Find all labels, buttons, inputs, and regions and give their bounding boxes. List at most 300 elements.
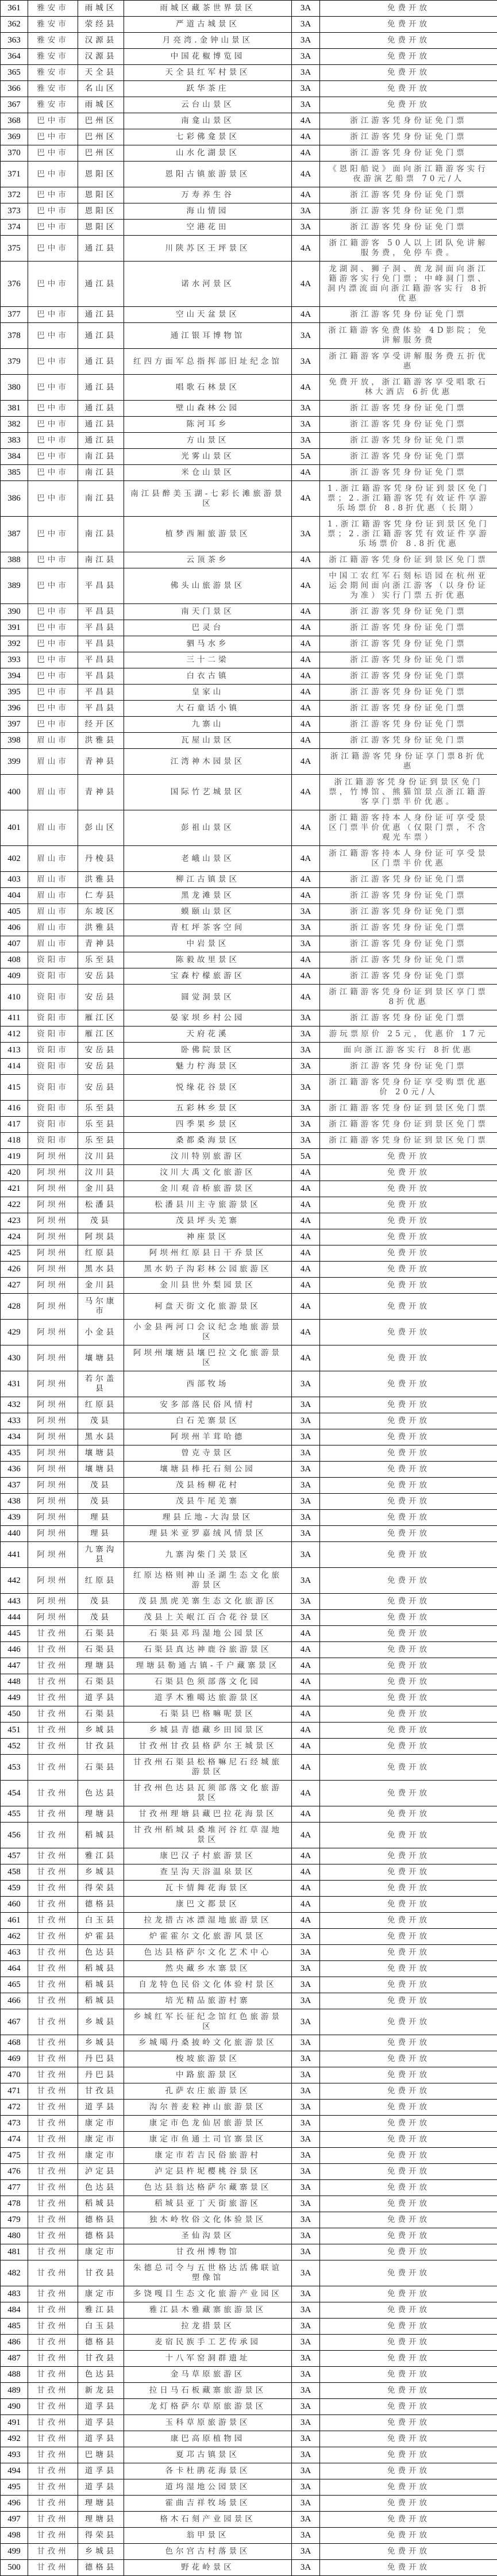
- visitor-policy: 免费开放: [320, 1542, 497, 1568]
- rating-level: 3A: [292, 2528, 320, 2544]
- table-row: [1, 1755, 497, 1781]
- county-cell: 经开区: [78, 717, 124, 733]
- visitor-policy: 免费开放: [320, 2009, 497, 2035]
- row-number: 499: [1, 2544, 28, 2560]
- city-cell: 甘孜州: [28, 1977, 78, 1993]
- county-cell: 洪雅县: [78, 733, 124, 749]
- row-number: 416: [1, 1101, 28, 1117]
- scenic-area-name: 乡城红军长征纪念馆红色旅游景区: [124, 2009, 292, 2035]
- rating-level: 4A: [292, 685, 320, 701]
- city-cell: 甘孜州: [28, 1674, 78, 1690]
- city-cell: 甘孜州: [28, 2196, 78, 2212]
- scenic-area-name: 雨城区藏茶世界景区: [124, 1, 292, 17]
- row-number: 492: [1, 2431, 28, 2447]
- county-cell: 石渠县: [78, 1642, 124, 1658]
- rating-level: 3A: [292, 2067, 320, 2083]
- scenic-area-name: 米仓山景区: [124, 465, 292, 481]
- rating-level: 3A: [292, 2051, 320, 2067]
- row-number: 400: [1, 775, 28, 810]
- scenic-area-name: 石渠县邓玛湿地公园景区: [124, 1626, 292, 1642]
- scenic-area-name: 金川县世外梨园景区: [124, 1278, 292, 1294]
- county-cell: 安岳县: [78, 968, 124, 985]
- rating-level: 4A: [292, 810, 320, 846]
- county-cell: 恩阳区: [78, 162, 124, 187]
- table-row: [1, 1213, 497, 1229]
- row-number: 487: [1, 2351, 28, 2367]
- visitor-policy: 浙江游客凭身份证免门票: [320, 668, 497, 685]
- scenic-area-name: 茂县杨柳花村: [124, 1478, 292, 1494]
- city-cell: 阿坝州: [28, 1181, 78, 1197]
- rating-level: 4A: [292, 985, 320, 1010]
- city-cell: 巴中市: [28, 187, 78, 203]
- table-row: [1, 1568, 497, 1594]
- table-row: [1, 81, 497, 97]
- city-cell: 阿坝州: [28, 1245, 78, 1262]
- visitor-policy: 浙江籍游客凭身份证享门票8折优惠: [320, 749, 497, 775]
- city-cell: 巴中市: [28, 620, 78, 636]
- rating-level: 4A: [292, 307, 320, 323]
- scenic-area-name: 康巴汉子村旅游景区: [124, 1848, 292, 1864]
- rating-level: 3A: [292, 17, 320, 33]
- scenic-area-name: 理塘县勒通古镇-千户藏寨景区: [124, 1658, 292, 1674]
- county-cell: 乐至县: [78, 1117, 124, 1133]
- row-number: 484: [1, 2302, 28, 2319]
- rating-level: 3A: [292, 2319, 320, 2335]
- visitor-policy: 免费开放: [320, 1897, 497, 1913]
- row-number: 481: [1, 2244, 28, 2260]
- row-number: 406: [1, 920, 28, 936]
- city-cell: 雅安市: [28, 65, 78, 81]
- county-cell: 道孚县: [78, 2431, 124, 2447]
- table-row: [1, 1462, 497, 1478]
- table-row: [1, 2415, 497, 2431]
- city-cell: 甘孜州: [28, 2180, 78, 2196]
- scenic-area-name: 汶川特别旅游区: [124, 1149, 292, 1165]
- county-cell: 金川县: [78, 1278, 124, 1294]
- scenic-area-name: 圆觉洞景区: [124, 985, 292, 1010]
- scenic-area-name: 阿坝州羊茸哈德: [124, 1429, 292, 1445]
- table-row: [1, 1526, 497, 1542]
- row-number: 471: [1, 2083, 28, 2100]
- city-cell: 阿坝州: [28, 1462, 78, 1478]
- table-row: [1, 1848, 497, 1864]
- scenic-area-name: 甘孜州理塘县藏巴拉花海景区: [124, 1806, 292, 1823]
- rating-level: 3A: [292, 1413, 320, 1429]
- scenic-area-name: 跃华茶庄: [124, 81, 292, 97]
- rating-level: 3A: [292, 2244, 320, 2260]
- city-cell: 甘孜州: [28, 2528, 78, 2544]
- rating-level: 3A: [292, 97, 320, 113]
- scenic-area-name: 严道古城景区: [124, 17, 292, 33]
- scenic-area-name: 蟆颐山景区: [124, 904, 292, 920]
- table-row: [1, 2035, 497, 2051]
- row-number: 453: [1, 1755, 28, 1781]
- table-row: [1, 749, 497, 775]
- county-cell: 雁江区: [78, 1010, 124, 1026]
- table-row: [1, 701, 497, 717]
- visitor-policy: 1.浙江籍游客凭身份证到景区免门票；2.浙江籍游客凭有效证件享游乐场票价 8.8折优惠: [320, 517, 497, 552]
- county-cell: 青神县: [78, 749, 124, 775]
- city-cell: 阿坝州: [28, 1165, 78, 1181]
- rating-level: 3A: [292, 1397, 320, 1413]
- table-row: [1, 1658, 497, 1674]
- scenic-area-name: 山水化湖景区: [124, 145, 292, 162]
- rating-level: 3A: [292, 2212, 320, 2228]
- county-cell: 天全县: [78, 65, 124, 81]
- visitor-policy: 免费开放: [320, 2244, 497, 2260]
- county-cell: 石渠县: [78, 1674, 124, 1690]
- scenic-area-name: 茂县黑虎羌寨生态文化旅游区: [124, 1594, 292, 1610]
- row-number: 404: [1, 888, 28, 904]
- rating-level: 3A: [292, 81, 320, 97]
- row-number: 410: [1, 985, 28, 1010]
- row-number: 495: [1, 2479, 28, 2496]
- rating-level: 3A: [292, 1059, 320, 1075]
- row-number: 435: [1, 1445, 28, 1462]
- county-cell: 乐至县: [78, 952, 124, 968]
- table-row: [1, 262, 497, 307]
- rating-level: 4A: [292, 701, 320, 717]
- table-row: [1, 2212, 497, 2228]
- city-cell: 巴中市: [28, 262, 78, 307]
- table-row: [1, 1397, 497, 1413]
- rating-level: 3A: [292, 2512, 320, 2528]
- row-number: 420: [1, 1165, 28, 1181]
- visitor-policy: 免费开放: [320, 33, 497, 49]
- row-number: 378: [1, 323, 28, 349]
- city-cell: 雅安市: [28, 81, 78, 97]
- county-cell: 平昌县: [78, 652, 124, 668]
- visitor-policy: 1.浙江籍游客凭身份证到景区免门票；2.浙江籍游客凭有效证件享游乐场票价 8.8折优惠（长期）: [320, 481, 497, 517]
- visitor-policy: 免费开放: [320, 1345, 497, 1371]
- row-number: 476: [1, 2164, 28, 2180]
- row-number: 368: [1, 113, 28, 129]
- table-row: [1, 968, 497, 985]
- row-number: 431: [1, 1371, 28, 1397]
- city-cell: 资阳市: [28, 1117, 78, 1133]
- scenic-area-name: 天全县红军村景区: [124, 65, 292, 81]
- scenic-area-name: 梭坡旅游景区: [124, 2051, 292, 2067]
- scenic-area-name: 甘孜州稻城县桑堆河谷红草湿地景区: [124, 1823, 292, 1848]
- city-cell: 甘孜州: [28, 2035, 78, 2051]
- city-cell: 甘孜州: [28, 2544, 78, 2560]
- city-cell: 甘孜州: [28, 2447, 78, 2463]
- row-number: 451: [1, 1723, 28, 1739]
- rating-level: 4A: [292, 113, 320, 129]
- rating-level: 4A: [292, 1806, 320, 1823]
- city-cell: 阿坝州: [28, 1494, 78, 1510]
- row-number: 428: [1, 1294, 28, 1320]
- rating-level: 3A: [292, 1010, 320, 1026]
- table-row: [1, 1320, 497, 1345]
- county-cell: 巴州区: [78, 113, 124, 129]
- visitor-policy: 浙江游客凭身份证免门票: [320, 465, 497, 481]
- visitor-policy: 免费开放: [320, 2512, 497, 2528]
- scenic-area-name: 中岩景区: [124, 936, 292, 952]
- row-number: 361: [1, 1, 28, 17]
- county-cell: 稻城县: [78, 1823, 124, 1848]
- rating-level: 3A: [292, 1117, 320, 1133]
- visitor-policy: 免费开放: [320, 1165, 497, 1181]
- scenic-area-name: 多饶嘎目生态文化旅游产业园区: [124, 2286, 292, 2302]
- scenic-area-name: 野花岭景区: [124, 2560, 292, 2576]
- scenic-area-name: 玉科草原旅游景区: [124, 2415, 292, 2431]
- rating-level: 4A: [292, 636, 320, 652]
- scenic-area-name: 炉霍霍尔文化旅游风景区: [124, 1929, 292, 1945]
- row-number: 485: [1, 2319, 28, 2335]
- scenic-area-name: 中国花椒博览园: [124, 49, 292, 65]
- city-cell: 甘孜州: [28, 1823, 78, 1848]
- scenic-area-name: 川陕苏区王坪景区: [124, 236, 292, 262]
- city-cell: 巴中市: [28, 604, 78, 620]
- county-cell: 通江县: [78, 433, 124, 449]
- table-row: [1, 2544, 497, 2560]
- scenic-area-name: 安多部落民俗风情村: [124, 1397, 292, 1413]
- table-row: [1, 1294, 497, 1320]
- visitor-policy: 免费开放: [320, 1371, 497, 1397]
- visitor-policy: 免费开放，浙江籍游客享受唱歌石林大酒店 6折优惠: [320, 375, 497, 401]
- city-cell: 眉山市: [28, 846, 78, 872]
- rating-level: 3A: [292, 2496, 320, 2512]
- table-row: [1, 775, 497, 810]
- county-cell: 康定市: [78, 2286, 124, 2302]
- table-row: [1, 33, 497, 49]
- scenic-area-name: 康定市色龙仙居旅游景区: [124, 2116, 292, 2132]
- city-cell: 巴中市: [28, 433, 78, 449]
- rating-level: 3A: [292, 1961, 320, 1977]
- row-number: 432: [1, 1397, 28, 1413]
- scenic-area-name: 十八军窑洞群遗址: [124, 2351, 292, 2367]
- row-number: 486: [1, 2335, 28, 2351]
- rating-level: 3A: [292, 1993, 320, 2009]
- scenic-area-name: 彭祖山景区: [124, 810, 292, 846]
- table-row: [1, 449, 497, 465]
- table-row: [1, 220, 497, 236]
- city-cell: 眉山市: [28, 775, 78, 810]
- table-row: [1, 936, 497, 952]
- row-number: 479: [1, 2212, 28, 2228]
- visitor-policy: 免费开放: [320, 2260, 497, 2286]
- rating-level: 3A: [292, 1568, 320, 1594]
- table-row: [1, 2083, 497, 2100]
- city-cell: 甘孜州: [28, 2260, 78, 2286]
- visitor-policy: 免费开放: [320, 2447, 497, 2463]
- rating-level: 3A: [292, 1043, 320, 1059]
- county-cell: 色达县: [78, 2180, 124, 2196]
- visitor-policy: 免费开放: [320, 2286, 497, 2302]
- table-row: [1, 846, 497, 872]
- rating-level: 3A: [292, 1133, 320, 1149]
- row-number: 450: [1, 1706, 28, 1723]
- rating-level: 4A: [292, 568, 320, 604]
- table-row: [1, 1977, 497, 1993]
- county-cell: 阿坝县: [78, 1229, 124, 1245]
- scenic-area-name: 石渠县真达神鹿谷旅游景区: [124, 1642, 292, 1658]
- city-cell: 阿坝州: [28, 1526, 78, 1542]
- county-cell: 南江县: [78, 481, 124, 517]
- row-number: 480: [1, 2228, 28, 2244]
- rating-level: 3A: [292, 1478, 320, 1494]
- scenic-area-name: 金川观音桥旅游景区: [124, 1181, 292, 1197]
- visitor-policy: 免费开放: [320, 1658, 497, 1674]
- scenic-area-name: 乡城噶丹桑披岭文化旅游景区: [124, 2035, 292, 2051]
- rating-level: 4A: [292, 262, 320, 307]
- visitor-policy: 游玩票原价 25元，优惠价 17元: [320, 1026, 497, 1043]
- scenic-area-name: 瓦屋山景区: [124, 733, 292, 749]
- city-cell: 甘孜州: [28, 1706, 78, 1723]
- scenic-area-name: 麦宿民族手工艺传承园: [124, 2335, 292, 2351]
- table-row: [1, 2463, 497, 2479]
- rating-level: 3A: [292, 1026, 320, 1043]
- rating-level: 3A: [292, 2164, 320, 2180]
- rating-level: 3A: [292, 2367, 320, 2383]
- county-cell: 康定市: [78, 2148, 124, 2164]
- city-cell: 阿坝州: [28, 1371, 78, 1397]
- table-row: [1, 1245, 497, 1262]
- table-row: [1, 1101, 497, 1117]
- scenic-area-name: 然央藏乡水寨景区: [124, 1961, 292, 1977]
- rating-level: 4A: [292, 620, 320, 636]
- rating-level: 3A: [292, 2560, 320, 2576]
- county-cell: 安岳县: [78, 1059, 124, 1075]
- city-cell: 甘孜州: [28, 1781, 78, 1806]
- rating-level: 3A: [292, 433, 320, 449]
- visitor-policy: 浙江籍游客免费体验 4D影院；免讲解服务费: [320, 323, 497, 349]
- visitor-policy: 免费开放: [320, 1445, 497, 1462]
- table-row: [1, 1278, 497, 1294]
- visitor-policy: 免费开放: [320, 1213, 497, 1229]
- table-row: [1, 307, 497, 323]
- city-cell: 雅安市: [28, 97, 78, 113]
- table-row: [1, 97, 497, 113]
- scenic-area-name: 恩阳古镇旅游景区: [124, 162, 292, 187]
- county-cell: 壤塘县: [78, 1345, 124, 1371]
- county-cell: 南江县: [78, 465, 124, 481]
- city-cell: 甘孜州: [28, 1806, 78, 1823]
- rating-level: 4A: [292, 1181, 320, 1197]
- row-number: 475: [1, 2148, 28, 2164]
- scenic-area-name: 陈毅故里景区: [124, 952, 292, 968]
- visitor-policy: 浙江游客凭身份证免门票: [320, 936, 497, 952]
- table-row: [1, 872, 497, 888]
- city-cell: 甘孜州: [28, 2212, 78, 2228]
- scenic-area-name: 云台山景区: [124, 97, 292, 113]
- county-cell: 彭山区: [78, 810, 124, 846]
- visitor-policy: 免费开放: [320, 1294, 497, 1320]
- city-cell: 巴中市: [28, 701, 78, 717]
- city-cell: 甘孜州: [28, 2512, 78, 2528]
- row-number: 442: [1, 1568, 28, 1594]
- visitor-policy: 免费开放: [320, 1320, 497, 1345]
- row-number: 500: [1, 2560, 28, 2576]
- scenic-area-name: 卧佛院景区: [124, 1043, 292, 1059]
- visitor-policy: 免费开放: [320, 1413, 497, 1429]
- visitor-policy: 免费开放: [320, 1197, 497, 1213]
- scenic-area-name: 方山景区: [124, 433, 292, 449]
- city-cell: 巴中市: [28, 481, 78, 517]
- city-cell: 巴中市: [28, 220, 78, 236]
- row-number: 425: [1, 1245, 28, 1262]
- county-cell: 石渠县: [78, 1706, 124, 1723]
- table-row: [1, 1594, 497, 1610]
- county-cell: 甘孜县: [78, 1739, 124, 1755]
- scenic-area-name: 陈河耳乡: [124, 417, 292, 433]
- rating-level: 4A: [292, 187, 320, 203]
- row-number: 401: [1, 810, 28, 846]
- table-row: [1, 323, 497, 349]
- table-row: [1, 1345, 497, 1371]
- county-cell: 雨城区: [78, 1, 124, 17]
- visitor-policy: 龙湖洞、狮子洞、黄龙洞面向浙江籍游客实行免门票；中峰洞门票、洞内漂流面向浙江籍游客实行 8折优惠: [320, 262, 497, 307]
- city-cell: 资阳市: [28, 1075, 78, 1101]
- city-cell: 巴中市: [28, 417, 78, 433]
- rating-level: 3A: [292, 1075, 320, 1101]
- visitor-policy: 免费开放: [320, 1961, 497, 1977]
- table-row: [1, 145, 497, 162]
- row-number: 426: [1, 1262, 28, 1278]
- row-number: 446: [1, 1642, 28, 1658]
- table-row: [1, 810, 497, 846]
- row-number: 498: [1, 2528, 28, 2544]
- city-cell: 甘孜州: [28, 2351, 78, 2367]
- visitor-policy: 浙江游客凭身份证免门票: [320, 920, 497, 936]
- scenic-area-name: 诺水河景区: [124, 262, 292, 307]
- row-number: 477: [1, 2180, 28, 2196]
- city-cell: 资阳市: [28, 1133, 78, 1149]
- table-row: [1, 1149, 497, 1165]
- county-cell: 德格县: [78, 2335, 124, 2351]
- scenic-area-name: 康巴高原植物园: [124, 2431, 292, 2447]
- scenic-area-name: 魅力柠海景区: [124, 1059, 292, 1075]
- table-row: [1, 1059, 497, 1075]
- row-number: 469: [1, 2051, 28, 2067]
- row-number: 473: [1, 2116, 28, 2132]
- visitor-policy: 免费开放: [320, 1929, 497, 1945]
- row-number: 411: [1, 1010, 28, 1026]
- county-cell: 小金县: [78, 1320, 124, 1345]
- row-number: 379: [1, 349, 28, 375]
- city-cell: 巴中市: [28, 113, 78, 129]
- table-row: [1, 685, 497, 701]
- row-number: 418: [1, 1133, 28, 1149]
- rating-level: 3A: [292, 1462, 320, 1478]
- table-row: [1, 1371, 497, 1397]
- table-row: [1, 2335, 497, 2351]
- visitor-policy: 免费开放: [320, 2351, 497, 2367]
- scenic-area-name: 白石羌寨景区: [124, 1413, 292, 1429]
- county-cell: 巴州区: [78, 129, 124, 145]
- county-cell: 理塘县: [78, 1658, 124, 1674]
- county-cell: 茂县: [78, 1594, 124, 1610]
- rating-level: 4A: [292, 775, 320, 810]
- row-number: 436: [1, 1462, 28, 1478]
- county-cell: 金川县: [78, 1181, 124, 1197]
- county-cell: 色达县: [78, 2367, 124, 2383]
- scenic-area-name: 霍曲吉祥牧场景区: [124, 2496, 292, 2512]
- visitor-policy: 免费开放: [320, 1229, 497, 1245]
- city-cell: 雅安市: [28, 1, 78, 17]
- table-row: [1, 1739, 497, 1755]
- visitor-policy: 浙江游客凭身份证免门票: [320, 717, 497, 733]
- rating-level: 4A: [292, 1197, 320, 1213]
- row-number: 383: [1, 433, 28, 449]
- city-cell: 巴中市: [28, 552, 78, 568]
- row-number: 437: [1, 1478, 28, 1494]
- visitor-policy: 浙江游客凭身份证免门票: [320, 307, 497, 323]
- city-cell: 巴中市: [28, 685, 78, 701]
- county-cell: 洪雅县: [78, 920, 124, 936]
- row-number: 366: [1, 81, 28, 97]
